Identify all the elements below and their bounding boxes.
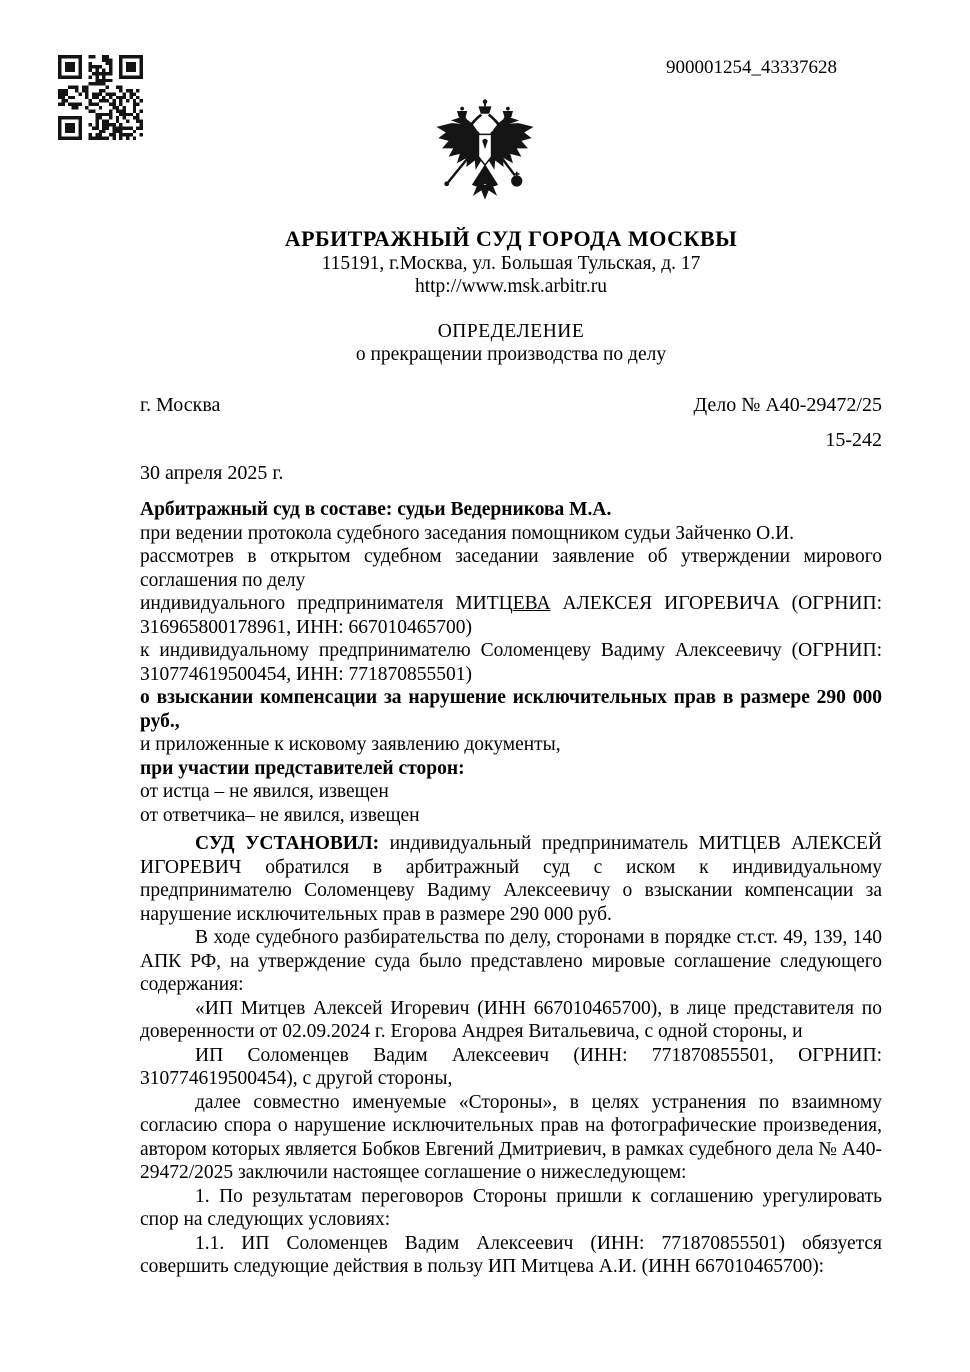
coat-of-arms-icon xyxy=(429,93,541,213)
hearing-line: рассмотрев в открытом судебном заседании заявление об утверждении мирового соглашения по делу xyxy=(140,546,882,591)
claim-line: о взыскании компенсации за нарушение исключительных прав в размере 290 000 руб., xyxy=(140,687,882,732)
defendant-presence: от ответчика– не явился, извещен xyxy=(140,804,420,826)
plaintiff-name-post: АЛЕКСЕЯ ИГОРЕВИЧА (ОГРНИП: 316965800178961, ИНН: 667010465700) xyxy=(140,593,882,638)
body-paragraph: 1. По результатам переговоров Стороны пришли к соглашению урегулировать спор на следующих условиях: xyxy=(140,1185,882,1230)
court-website: http://www.msk.arbitr.ru xyxy=(414,276,608,297)
attachments-line: и приложенные к исковому заявлению документы, xyxy=(140,734,561,755)
body-paragraph: ИП Соломенцев Вадим Алексеевич (ИНН: 771870855501, ОГРНИП: 310774619500454), с другой стороны, xyxy=(140,1044,882,1089)
defendant-line: к индивидуальному предпринимателю Соломенцеву Вадиму Алексеевичу (ОГРНИП: 310774619500454, ИНН: 771870855501) xyxy=(140,640,882,685)
case-date: 30 апреля 2025 г. xyxy=(140,462,284,484)
preamble-section xyxy=(140,498,882,827)
court-name: АРБИТРАЖНЫЙ СУД ГОРОДА МОСКВЫ xyxy=(284,226,738,251)
case-city: г. Москва xyxy=(140,394,221,416)
court-composition: Арбитражный суд в составе: судьи Ведерникова М.А. xyxy=(140,499,612,520)
plaintiff-name-pre: индивидуального предпринимателя МИТЦ xyxy=(140,593,513,614)
court-established-text: индивидуальный предприниматель МИТЦЕВ АЛЕКСЕЙ ИГОРЕВИЧ обратился в арбитражный суд с иском к индивидуальному предпринимателю Соломенцеву Вадиму Алексеевичу о взыскании компенсации за нарушение исключительных прав в размере 290 000 руб. xyxy=(140,833,883,925)
ruling-title: ОПРЕДЕЛЕНИЕ xyxy=(437,321,585,342)
court-address: 115191, г.Москва, ул. Большая Тульская, д. 17 xyxy=(321,253,701,274)
document-id: 900001254_43337628 xyxy=(666,57,837,78)
ruling-subtitle: о прекращении производства по делу xyxy=(355,344,667,365)
participants-heading: при участии представителей сторон: xyxy=(140,757,465,779)
ruling-text-section xyxy=(140,832,882,1279)
body-paragraph: «ИП Митцев Алексей Игоревич (ИНН 667010465700), в лице представителя по доверенности от 02.09.2024 г. Егорова Андрея Витальевича, с одной стороны, и xyxy=(140,997,882,1042)
protocol-line: при ведении протокола судебного заседания помощником судьи Зайченко О.И. xyxy=(140,522,795,544)
qr-code xyxy=(58,55,143,140)
court-established-label: СУД УСТАНОВИЛ: xyxy=(195,833,380,854)
body-paragraph: 1.1. ИП Соломенцев Вадим Алексеевич (ИНН: 771870855501) обязуется совершить следующие действия в пользу ИП Митцева А.И. (ИНН 667010465700): xyxy=(140,1232,882,1277)
case-info-row xyxy=(140,393,882,417)
plaintiff-presence: от истца – не явился, извещен xyxy=(140,781,389,802)
body-paragraph: далее совместно именуемые «Стороны», в целях устранения по взаимному согласию спора о нарушение исключительных прав на фотографические произведения, автором которых является Бобков Евгений Дмитриевич, в рамках судебного дела № А40-29472/2025 заключили настоящее соглашение о нижеследующем: xyxy=(140,1091,882,1183)
document-body xyxy=(140,226,882,1279)
court-established-paragraph xyxy=(140,832,882,926)
body-paragraph: В ходе судебного разбирательства по делу, сторонами в порядке ст.ст. 49, 139, 140 АПК РФ, на утверждение суда было представлено мировые соглашение следующего содержания: xyxy=(140,927,882,995)
case-code: 15-242 xyxy=(825,429,882,451)
case-number: Дело № А40-29472/25 xyxy=(693,394,882,416)
plaintiff-name-underlined: ЕВА xyxy=(512,593,551,614)
plaintiff-line xyxy=(140,592,882,639)
